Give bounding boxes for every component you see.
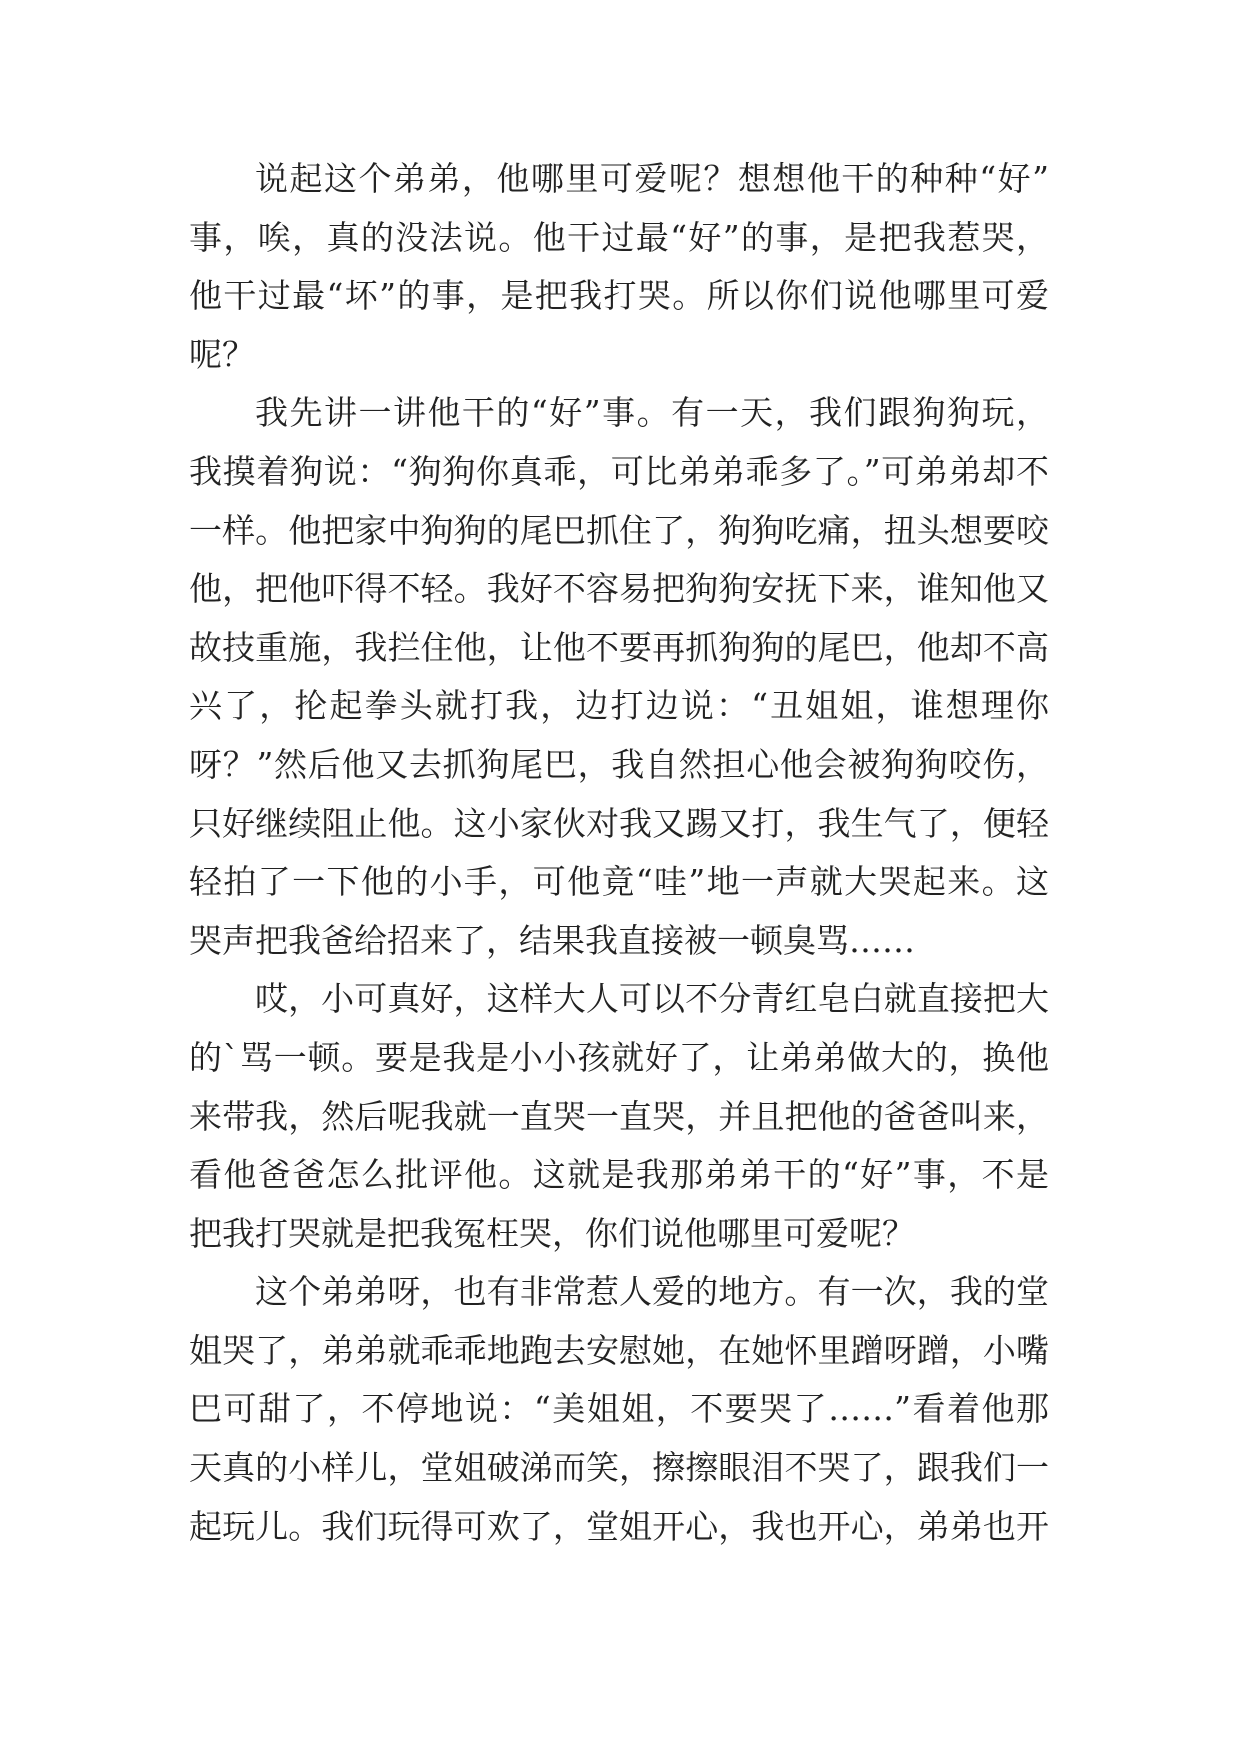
- text-line: 故技重施，我拦住他，让他不要再抓狗狗的尾巴，他却不高: [189, 627, 1049, 667]
- text-line: 巴可甜了，不停地说：“美姐姐，不要哭了……”看着他那: [189, 1389, 1049, 1429]
- text-line: 他干过最“坏”的事，是把我打哭。所以你们说他哪里可爱: [189, 276, 1049, 316]
- text-line: 事，唉，真的没法说。他干过最“好”的事，是把我惹哭，: [189, 217, 1049, 257]
- paragraph-2: [189, 384, 1049, 970]
- text-line: 兴了，抡起拳头就打我，边打边说：“丑姐姐，谁想理你: [189, 686, 1049, 726]
- text-line: 一样。他把家中狗狗的尾巴抓住了，狗狗吃痛，扭头想要咬: [189, 510, 1049, 550]
- text-line: 哎，小可真好，这样大人可以不分青红皂白就直接把大: [255, 979, 1049, 1019]
- text-line: 把我打哭就是把我冤枉哭，你们说他哪里可爱呢？: [189, 1213, 915, 1253]
- paragraph-1: [189, 150, 1049, 384]
- text-line: 只好继续阻止他。这小家伙对我又踢又打，我生气了，便轻: [189, 803, 1049, 843]
- paragraph-4: [189, 1263, 1049, 1556]
- text-line: 的`骂一顿。要是我是小小孩就好了，让弟弟做大的，换他: [189, 1037, 1049, 1077]
- text-line: 起玩儿。我们玩得可欢了，堂姐开心，我也开心，弟弟也开: [189, 1506, 1049, 1546]
- paragraph-3: [189, 970, 1049, 1263]
- text-line: 呀？”然后他又去抓狗尾巴，我自然担心他会被狗狗咬伤，: [189, 744, 1049, 784]
- text-line: 天真的小样儿，堂姐破涕而笑，擦擦眼泪不哭了，跟我们一: [189, 1448, 1049, 1488]
- text-line: 说起这个弟弟，他哪里可爱呢？想想他干的种种“好”: [255, 159, 1049, 198]
- essay-body: [189, 150, 1049, 1556]
- text-line: 来带我，然后呢我就一直哭一直哭，并且把他的爸爸叫来，: [189, 1096, 1049, 1136]
- text-line: 他，把他吓得不轻。我好不容易把狗狗安抚下来，谁知他又: [189, 569, 1049, 609]
- text-line: 轻拍了一下他的小手，可他竟“哇”地一声就大哭起来。这: [189, 862, 1049, 902]
- text-line: 看他爸爸怎么批评他。这就是我那弟弟干的“好”事，不是: [189, 1155, 1049, 1195]
- text-line: 哭声把我爸给招来了，结果我直接被一顿臭骂……: [189, 920, 915, 960]
- text-line: 我摸着狗说：“狗狗你真乖，可比弟弟乖多了。”可弟弟却不: [189, 451, 1049, 491]
- text-line: 姐哭了，弟弟就乖乖地跑去安慰她，在她怀里蹭呀蹭，小嘴: [189, 1330, 1049, 1370]
- text-line: 我先讲一讲他干的“好”事。有一天，我们跟狗狗玩，: [255, 393, 1049, 433]
- text-line: 呢？: [189, 334, 255, 374]
- text-line: 这个弟弟呀，也有非常惹人爱的地方。有一次，我的堂: [255, 1272, 1049, 1312]
